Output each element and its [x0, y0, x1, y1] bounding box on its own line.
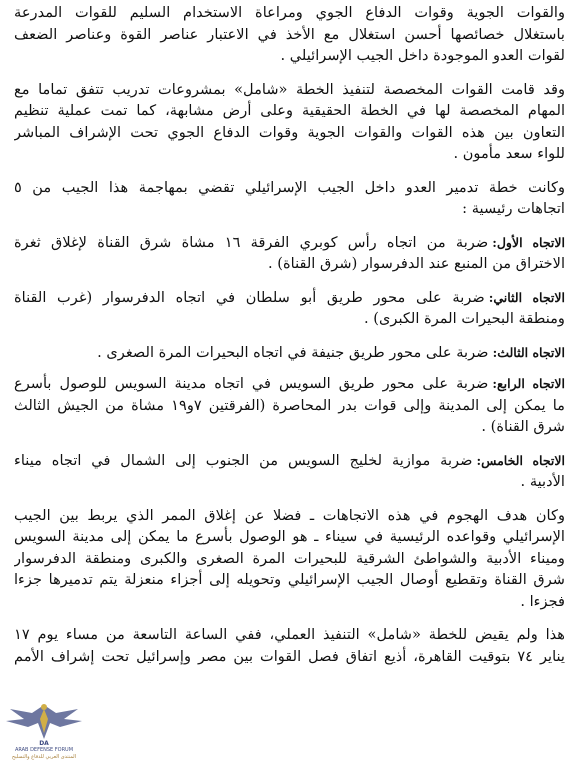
direction-heading: الاتجاه الثاني:: [488, 289, 565, 305]
text-line: وقد قامت القوات المخصصة لتنفيذ الخطة «شامل» بمشروعات تدريب تتفق تماما مع: [14, 80, 565, 98]
text-line: اتجاهات رئيسية :: [462, 200, 565, 217]
text-line: فجزءا .: [520, 592, 565, 610]
direction-3: [14, 342, 565, 364]
text-line: [14, 287, 565, 309]
direction-heading: الاتجاه الخامس:: [476, 452, 565, 468]
paragraph-3: [14, 177, 565, 220]
paragraph-1: [14, 2, 565, 67]
text-line: الأدبية .: [520, 473, 565, 490]
direction-text: ضربة من اتجاه رأس كوبري الفرقة ١٦ مشاة شرق القناة لإغلاق ثغرة: [14, 233, 489, 251]
direction-heading: الاتجاه الأول:: [492, 234, 565, 250]
text-line: شرق القناة) .: [481, 418, 565, 435]
direction-1: [14, 232, 565, 275]
paragraph-2: [14, 79, 565, 165]
text-line: وكانت خطة تدمير العدو داخل الجيب الإسرائيلي تقضي بمهاجمة هذا الجيب من ٥: [14, 178, 565, 196]
text-line: يناير ٧٤ بتوقيت القاهرة، أذيع اتفاق فصل القوات بين مصر وإسرائيل تحت إشراف الأمم: [14, 647, 565, 665]
text-line: [14, 450, 565, 472]
paragraph-attack-objective: [14, 505, 565, 613]
direction-4: [14, 373, 565, 438]
paragraph-closing: [14, 624, 565, 667]
text-line: [14, 342, 565, 364]
document-page: [14, 2, 565, 679]
text-line: لقوات العدو الموجودة داخل الجيب الإسرائيلي .: [280, 47, 565, 64]
text-line: للواء سعد مأمون .: [453, 145, 565, 162]
direction-heading: الاتجاه الثالث:: [492, 344, 565, 360]
direction-text: ضربة على محور طريق جنيفة في اتجاه البحيرات المرة الصغرى .: [97, 343, 489, 361]
arab-defense-forum-watermark: [2, 699, 86, 761]
text-line: الإسرائيلي وقواعده الرئيسية في سيناء ـ هو الوصول بأسرع ما يمكن إلى مدينة السويس: [14, 528, 565, 545]
direction-heading: الاتجاه الرابع:: [492, 376, 565, 391]
text-line: وميناء الأدبية والشواطئ الشرقية للبحيرات المرة الصغرى والكبرى ومنطقة الدفرسوار: [14, 549, 565, 567]
eagle-logo-icon: [2, 699, 86, 747]
text-line: [14, 373, 565, 395]
text-line: ومنطقة البحيرات المرة الكبرى) .: [364, 310, 565, 327]
text-line: الاختراق من المنبع عند الدفرسوار (شرق القناة) .: [268, 255, 565, 272]
text-line: والقوات الجوية وقوات الدفاع الجوي ومراعاة الاستخدام السليم للقوات المدرعة: [14, 4, 565, 21]
text-line: وكان هدف الهجوم في هذه الاتجاهات ـ فضلا عن إغلاق الممر الذي يربط بين الجيب: [14, 506, 565, 524]
text-line: ما يمكن إلى المدينة وإلى قوات بدر المحاصرة (الفرقتين ٧و١٩ مشاة من الجيش الثالث: [14, 396, 565, 414]
text-line: المهام المخصصة لها في الخطة الحقيقية وعلى أرض مشابهة، كما تمت عملية تنظيم: [14, 102, 565, 119]
text-line: هذا ولم يقيض للخطة «شامل» التنفيذ العملي، ففي الساعة التاسعة من مساء يوم ١٧: [14, 626, 565, 643]
text-line: شرق القناة وتقطيع أوصال الجيب الإسرائيلي وتحويله إلى أجزاء منعزلة يتم تدميرها جزءا: [14, 571, 565, 588]
direction-text: ضربة على محور طريق أبو سلطان في اتجاه الدفرسوار (غرب القناة: [14, 288, 485, 306]
text-line: [14, 232, 565, 254]
text-line: باستغلال خصائصها أحسن استغلال مع الأخذ في الاعتبار عناصر القوة وعناصر الضعف: [14, 25, 565, 43]
direction-text: ضربة على محور طريق السويس في اتجاه مدينة السويس للوصول بأسرع: [14, 375, 489, 392]
text-line: التعاون بين هذه القوات والقوات الجوية وقوات الدفاع الجوي تحت الإشراف المباشر: [14, 123, 565, 141]
direction-5: [14, 450, 565, 493]
svg-text:DA: DA: [39, 740, 49, 747]
watermark-english-name: ARAB DEFENSE FORUM: [14, 747, 74, 753]
direction-text: ضربة موازية لخليج السويس من الجنوب إلى الشمال في اتجاه ميناء: [14, 451, 473, 469]
watermark-arabic-name: المنتدى العربي للدفاع والتسليح: [11, 754, 77, 760]
direction-2: [14, 287, 565, 330]
